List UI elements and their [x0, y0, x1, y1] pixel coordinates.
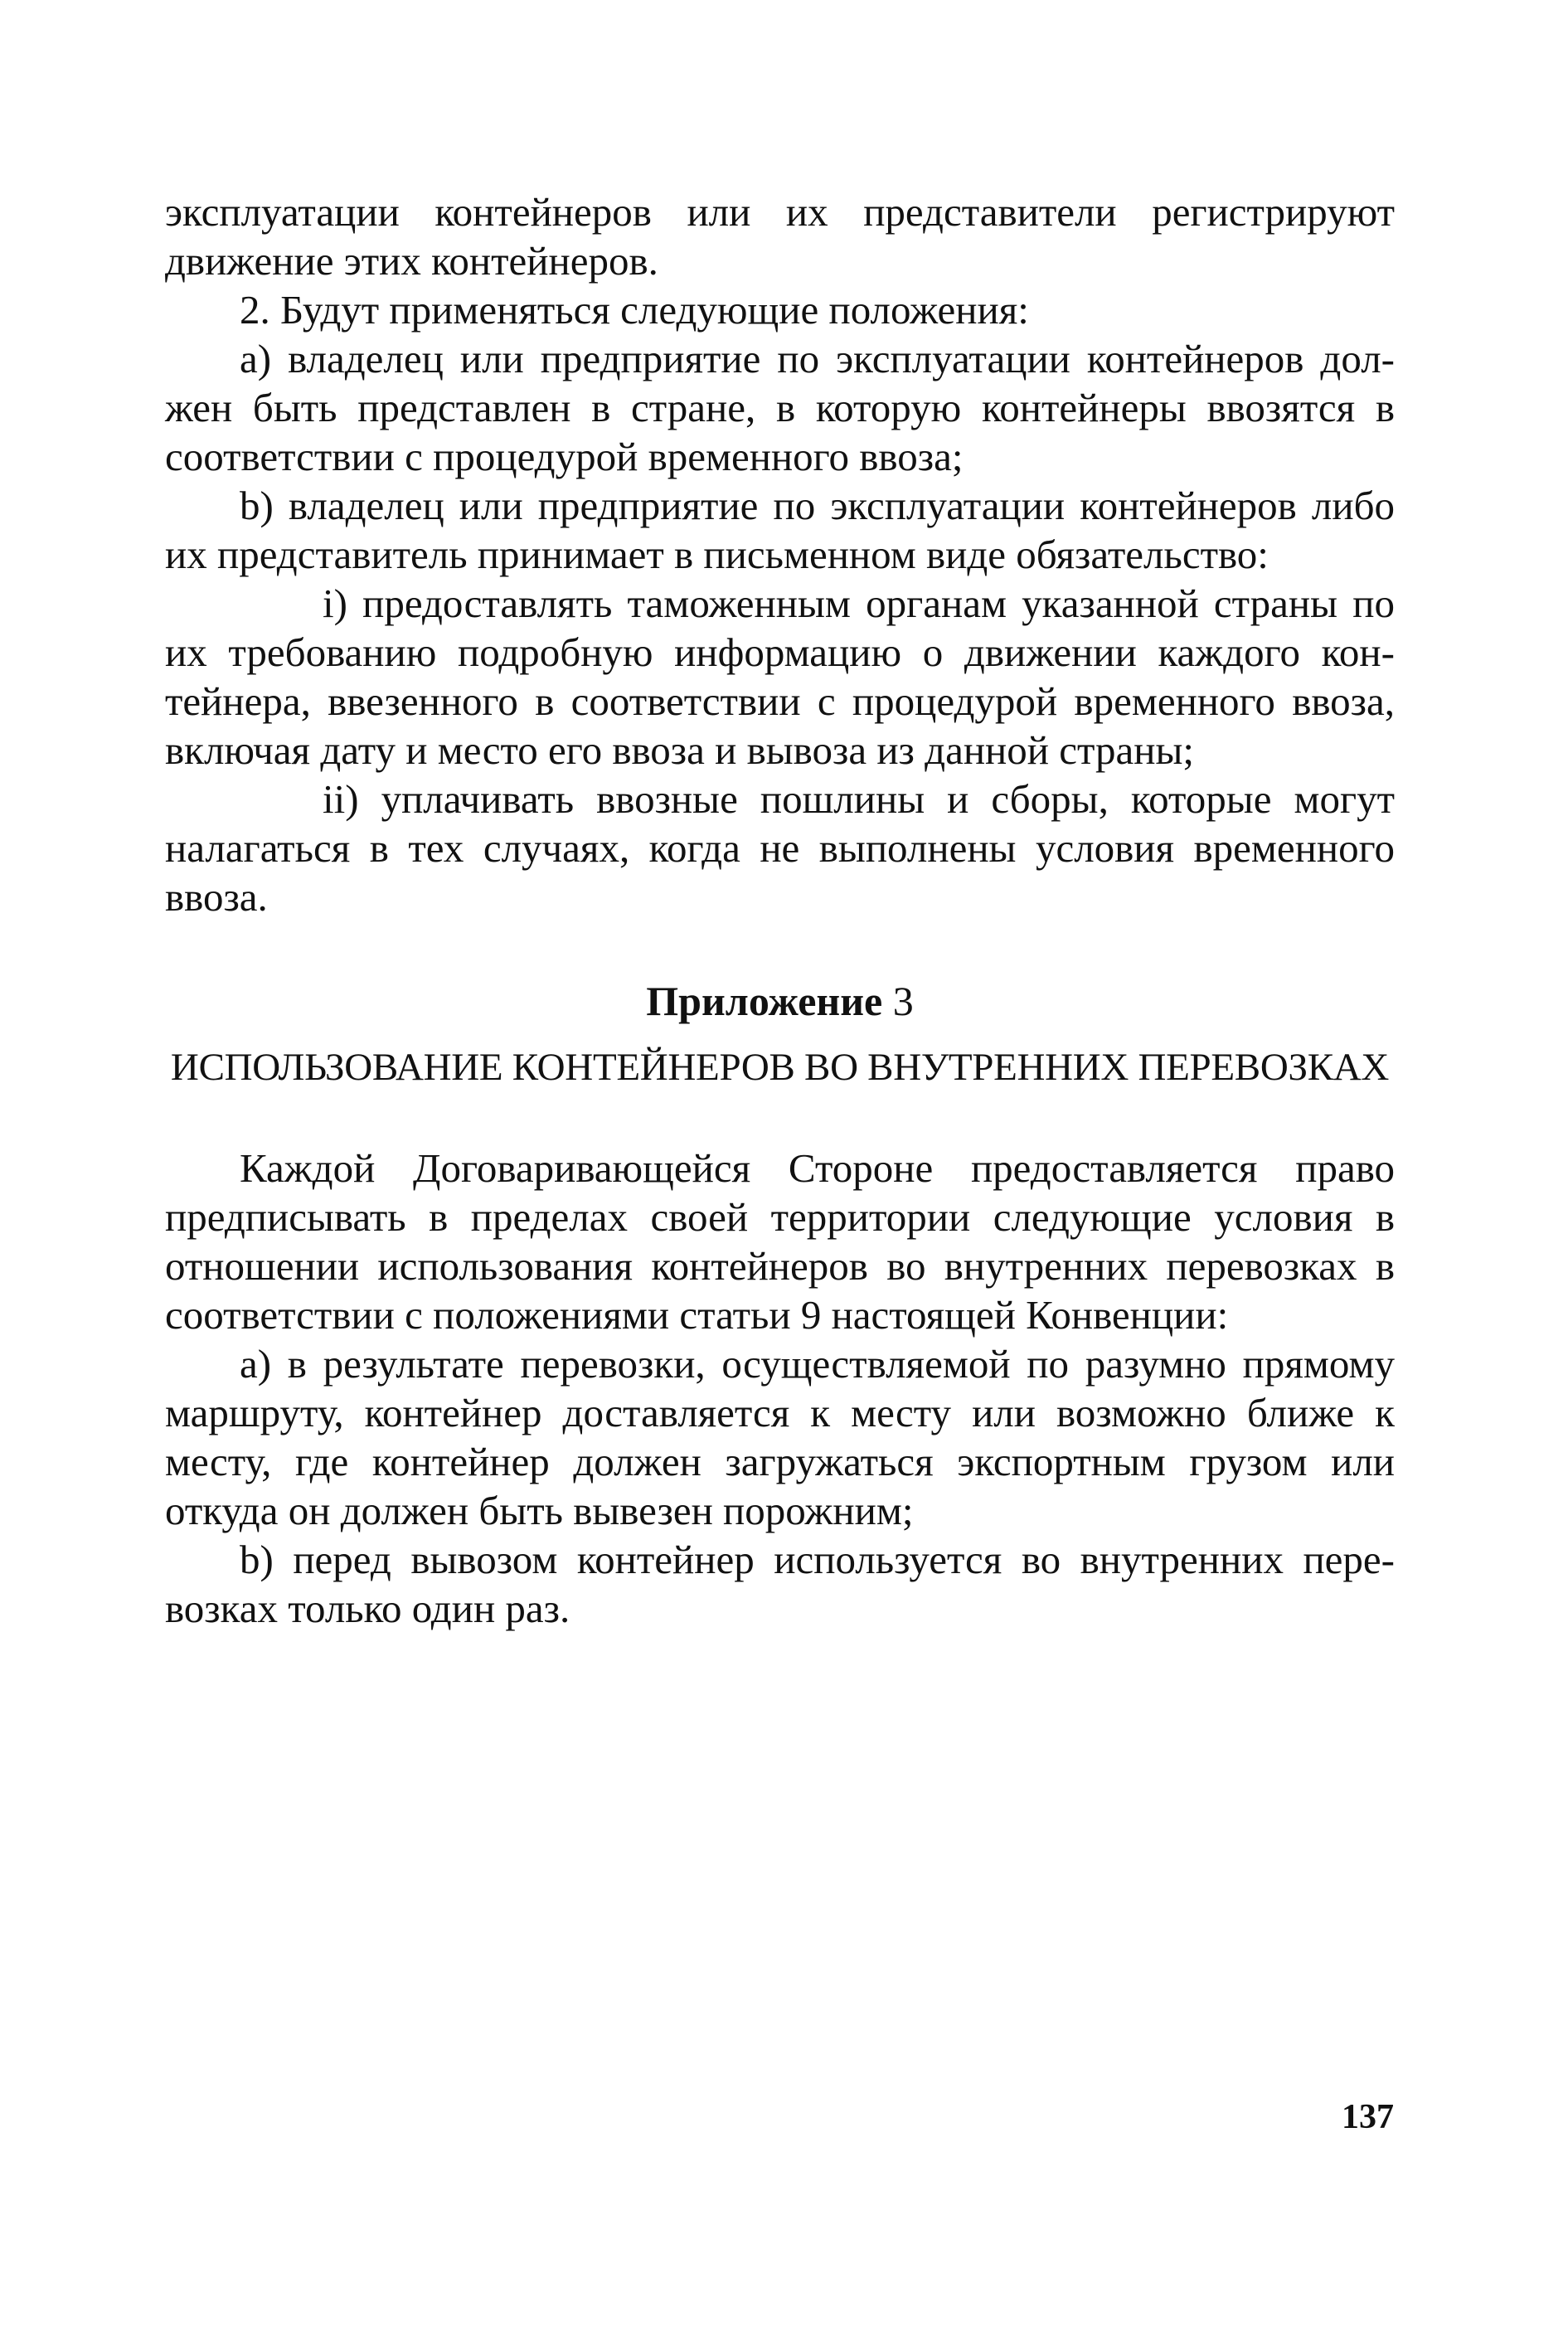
item-2-b: b) владелец или предприятие по эксплуатации контейнеров либо их представитель принимает в письменном виде обязательство:	[165, 483, 1395, 577]
continuation-paragraph: эксплуатации контейнеров или их представители регистрируют движение этих контейнеров.	[165, 189, 1395, 284]
appendix-intro: Каждой Договаривающейся Стороне предоставляется право предписывать в пределах своей территории следующие условия в отношении использования контейнеров во внутренних перевозках в соответствии с положениями статьи 9 настоящей Конвенции:	[165, 1145, 1395, 1338]
appendix-label: Приложение	[646, 978, 883, 1024]
appendix-title	[165, 976, 1395, 1026]
item-2-intro: 2. Будут применяться следующие положения:	[240, 287, 1029, 333]
appendix-number: 3	[892, 978, 914, 1024]
item-2-b-ii: ii) уплачивать ввозные пошлины и сборы, которые могут налагаться в тех случаях, когда не выполнены условия временного ввоза.	[165, 776, 1395, 920]
appendix-item-a: а) в результате перевозки, осуществляемой по разумно прямому маршруту, контейнер доставляется к месту или возможно ближе к месту, где контейнер должен загружаться экспортным грузом или откуда он должен быть вывезен порожним;	[165, 1341, 1395, 1533]
item-2-b-i: i) предоставлять таможенным органам указанной страны по их требованию подробную информацию о движении каждого контейнера, ввезенного в соответствии с процедурой временного ввоза, включая дату и место его ввоза и вывоза из данной страны;	[165, 580, 1395, 773]
page-number: 137	[1342, 2098, 1394, 2136]
page-body	[165, 187, 1395, 1633]
appendix-heading: ИСПОЛЬЗОВАНИЕ КОНТЕЙНЕРОВ ВО ВНУТРЕННИХ ПЕРЕВОЗКАХ	[170, 1046, 1390, 1089]
item-2-a: а) владелец или предприятие по эксплуатации контейнеров должен быть представлен в стране, в которую контейнеры ввозятся в соответствии с процедурой временного ввоза;	[165, 336, 1395, 479]
appendix-item-b: b) перед вывозом контейнер используется во внутренних перевозках только один раз.	[165, 1537, 1395, 1631]
